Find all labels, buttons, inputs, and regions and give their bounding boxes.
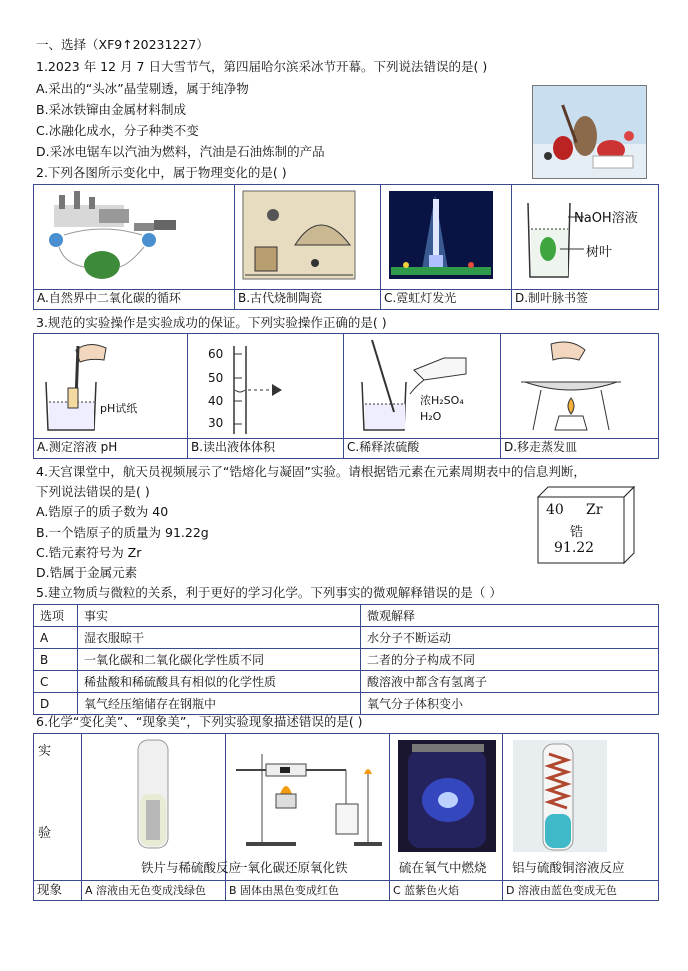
q3-caption-b: B.读出液体体积 [191, 440, 276, 454]
conc-acid-label: 浓H₂SO₄ [420, 394, 464, 407]
phenomenon-c: C 蓝紫色火焰 [393, 884, 460, 897]
q4-option-b: B.一个锆原子的质量为 91.22g [36, 525, 209, 540]
row-option: D [34, 693, 78, 715]
exp-caption-a: 铁片与稀硫酸反应 [141, 860, 242, 875]
naoh-label: NaOH溶液 [574, 211, 638, 226]
q1-option-a: A.采出的“头冰”晶莹剔透，属于纯净物 [36, 81, 249, 96]
row-explanation: 二者的分子构成不同 [361, 649, 659, 671]
q4-stem-line1: 4.天宫课堂中，航天员视频展示了“锆熔化与凝固”实验。请根据锆元素在元素周期表中的信息判断， [36, 464, 586, 479]
q2-stem: 2.下列各图所示变化中，属于物理变化的是( ) [36, 165, 287, 180]
row-option: C [34, 671, 78, 693]
q3-figure-table [33, 333, 659, 459]
cylinder-tick-50: 50 [208, 371, 224, 385]
q2-fig-c [381, 185, 512, 290]
row-option: A [34, 627, 78, 649]
q1-option-c: C.冰融化成水，分子种类不变 [36, 123, 199, 138]
q3-stem: 3.规范的实验操作是实验成功的保证。下列实验操作正确的是( ) [36, 315, 387, 330]
row-explanation: 酸溶液中都含有氢离子 [361, 671, 659, 693]
q6-stem: 6.化学“变化美”、“现象美”，下列实验现象描述错误的是( ) [36, 714, 363, 729]
element-symbol: Zr [586, 502, 603, 518]
table-row [34, 627, 659, 649]
experiment-label-bottom: 验 [38, 826, 52, 841]
header-option: 选项 [34, 605, 78, 627]
q2-fig-d [512, 185, 659, 290]
q6-exp-b [226, 734, 390, 881]
row-fact: 一氧化碳和二氧化碳化学性质不同 [78, 649, 361, 671]
q3-fig-b [188, 334, 344, 439]
q5-stem: 5.建立物质与微粒的关系，利于更好的学习化学。下列事实的微观解释错误的是（ ） [36, 585, 502, 600]
phenomenon-d: D 溶液由蓝色变成无色 [506, 884, 617, 897]
header-explanation: 微观解释 [361, 605, 659, 627]
cylinder-tick-30: 30 [208, 416, 224, 430]
row-explanation: 水分子不断运动 [361, 627, 659, 649]
ph-paper-label: pH试纸 [100, 402, 138, 415]
table-row [34, 671, 659, 693]
table-header-row [34, 605, 659, 627]
q6-table [33, 733, 659, 901]
row-fact: 氧气经压缩储存在钢瓶中 [78, 693, 361, 715]
section-title: 一、选择（XF9↑20231227） [36, 37, 209, 52]
q3-caption-c: C.稀释浓硫酸 [347, 440, 420, 454]
experiment-label-cell [34, 734, 82, 881]
q2-fig-b [235, 185, 381, 290]
atomic-number: 40 [546, 502, 564, 518]
element-name: 锆 [570, 525, 584, 540]
experiment-label-top: 实 [38, 744, 52, 759]
q2-caption-d: D.制叶脉书签 [515, 291, 589, 305]
q3-caption-a: A.测定溶液 pH [37, 440, 118, 454]
cylinder-tick-40: 40 [208, 394, 224, 408]
q2-figure-table [33, 184, 659, 310]
q2-fig-a [34, 185, 235, 290]
table-row [34, 649, 659, 671]
row-fact: 稀盐酸和稀硫酸具有相似的化学性质 [78, 671, 361, 693]
cylinder-tick-60: 60 [208, 347, 224, 361]
table-row [34, 693, 659, 715]
q1-option-d: D.采冰电锯车以汽油为燃料，汽油是石油炼制的产品 [36, 144, 325, 159]
q6-exp-a [82, 734, 242, 881]
phenomenon-a: A 溶液由无色变成浅绿色 [85, 884, 207, 897]
row-option: B [34, 649, 78, 671]
exp-caption-c: 硫在氧气中燃烧 [399, 860, 487, 875]
q4-option-a: A.锆原子的质子数为 40 [36, 504, 169, 519]
element-card-zirconium [530, 485, 634, 565]
q5-table [33, 604, 659, 715]
q2-caption-c: C.霓虹灯发光 [384, 291, 457, 305]
water-label: H₂O [420, 410, 442, 423]
header-fact: 事实 [78, 605, 361, 627]
q2-caption-a: A.自然界中二氧化碳的循环 [37, 291, 181, 305]
q1-option-b: B.采冰铁镩由金属材料制成 [36, 102, 187, 117]
q3-fig-a [34, 334, 188, 439]
atomic-mass: 91.22 [554, 540, 595, 556]
exp-caption-b: 一氧化碳还原氧化铁 [235, 860, 348, 875]
q4-option-c: C.锆元素符号为 Zr [36, 545, 142, 560]
q1-stem: 1.2023 年 12 月 7 日大雪节气，第四届哈尔滨采冰节开幕。下列说法错误的是( ) [36, 59, 488, 74]
q3-caption-d: D.移走蒸发皿 [504, 440, 578, 454]
phenomenon-label: 现象 [37, 882, 63, 897]
q6-exp-d [503, 734, 659, 881]
q4-stem-line2: 下列说法错误的是( ) [36, 484, 150, 499]
row-fact: 湿衣服晾干 [78, 627, 361, 649]
q2-caption-b: B.古代烧制陶瓷 [238, 291, 323, 305]
exp-caption-d: 铝与硫酸铜溶液反应 [512, 860, 625, 875]
row-explanation: 氧气分子体积变小 [361, 693, 659, 715]
phenomenon-b: B 固体由黑色变成红色 [229, 884, 340, 897]
q3-fig-d [501, 334, 659, 439]
leaf-label: 树叶 [586, 245, 613, 260]
q3-fig-c [344, 334, 501, 439]
q6-exp-c [390, 734, 503, 881]
ice-festival-photo [532, 85, 647, 179]
q4-option-d: D.锆属于金属元素 [36, 565, 138, 580]
